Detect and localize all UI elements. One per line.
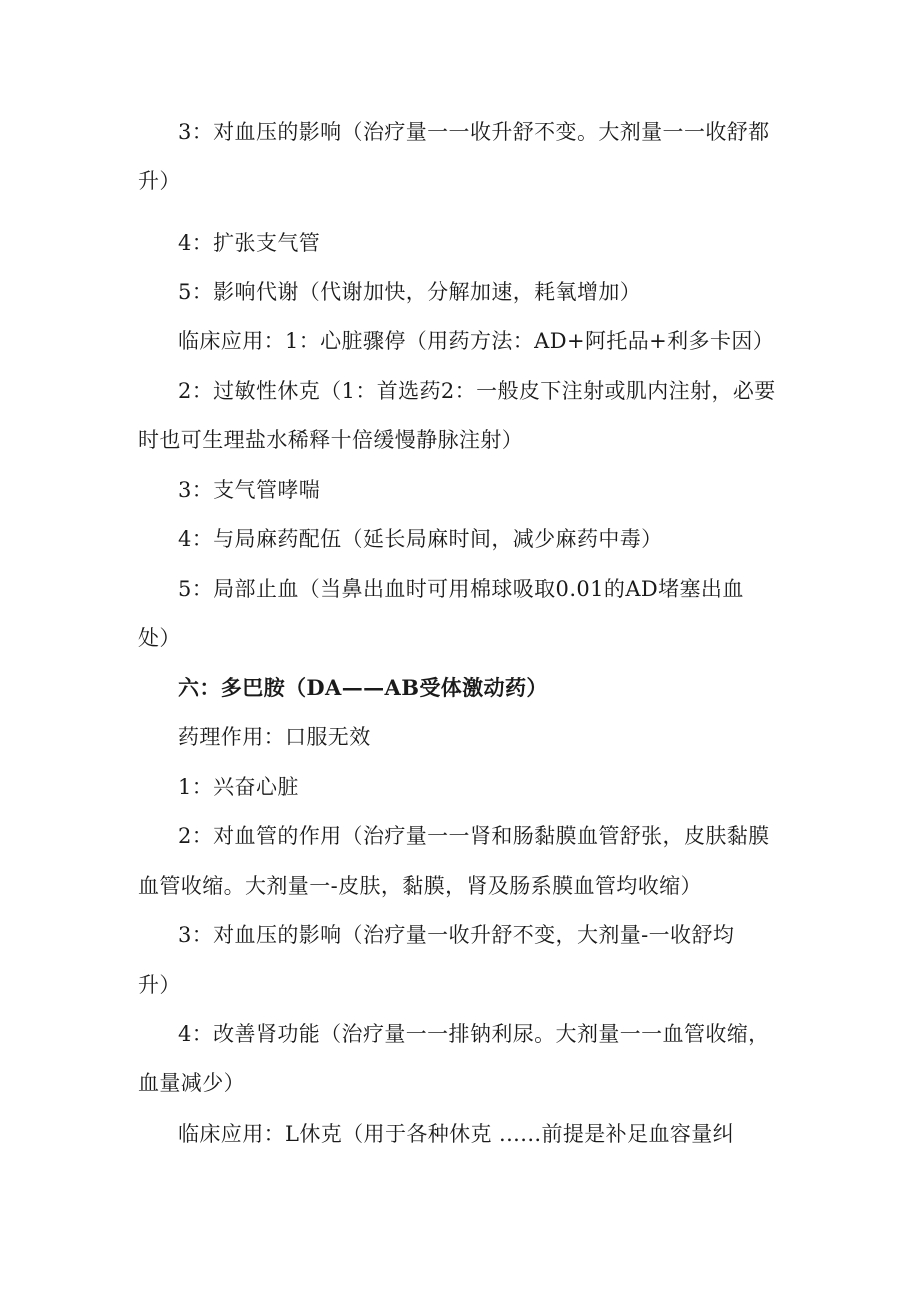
paragraph-line-5: 临床应用：1：心脏骤停（用药方法：AD+阿托品+利多卡因） bbox=[178, 329, 775, 353]
paragraph-line-20: 血量减少） bbox=[138, 1071, 245, 1095]
paragraph-line-4: 5：影响代谢（代谢加快，分解加速，耗氧增加） bbox=[178, 280, 642, 304]
paragraph-line-6: 2：过敏性休克（1：首选药2：一般皮下注射或肌内注射，必要 bbox=[178, 379, 776, 403]
paragraph-line-13: 药理作用：口服无效 bbox=[178, 725, 371, 749]
paragraph-line-3: 4：扩张支气管 bbox=[178, 231, 321, 255]
paragraph-line-1: 3：对血压的影响（治疗量一一收升舒不变。大剂量一一收舒都 bbox=[178, 120, 770, 144]
paragraph-line-16: 血管收缩。大剂量一-皮肤，黏膜，肾及肠系膜血管均收缩） bbox=[138, 874, 702, 898]
paragraph-line-14: 1：兴奋心脏 bbox=[178, 775, 299, 799]
paragraph-line-21: 临床应用：L休克（用于各种休克 ......前提是补足血容量纠 bbox=[178, 1122, 735, 1146]
paragraph-line-17: 3：对血压的影响（治疗量一收升舒不变，大剂量-一收舒均 bbox=[178, 923, 735, 947]
paragraph-line-10: 5：局部止血（当鼻出血时可用棉球吸取0.01的AD堵塞出血 bbox=[178, 577, 744, 601]
paragraph-line-18: 升） bbox=[138, 973, 181, 997]
paragraph-line-15: 2：对血管的作用（治疗量一一肾和肠黏膜血管舒张，皮肤黏膜 bbox=[178, 824, 770, 848]
paragraph-line-7: 时也可生理盐水稀释十倍缓慢静脉注射） bbox=[138, 428, 524, 452]
paragraph-line-8: 3：支气管哮喘 bbox=[178, 478, 321, 502]
paragraph-line-2: 升） bbox=[138, 169, 181, 193]
paragraph-line-11: 处） bbox=[138, 626, 181, 650]
section-heading: 六：多巴胺（DA——AB受体激动药） bbox=[178, 675, 548, 700]
paragraph-line-9: 4：与局麻药配伍（延长局麻时间，减少麻药中毒） bbox=[178, 527, 663, 551]
paragraph-line-19: 4：改善肾功能（治疗量一一排钠利尿。大剂量一一血管收缩， bbox=[178, 1022, 770, 1046]
